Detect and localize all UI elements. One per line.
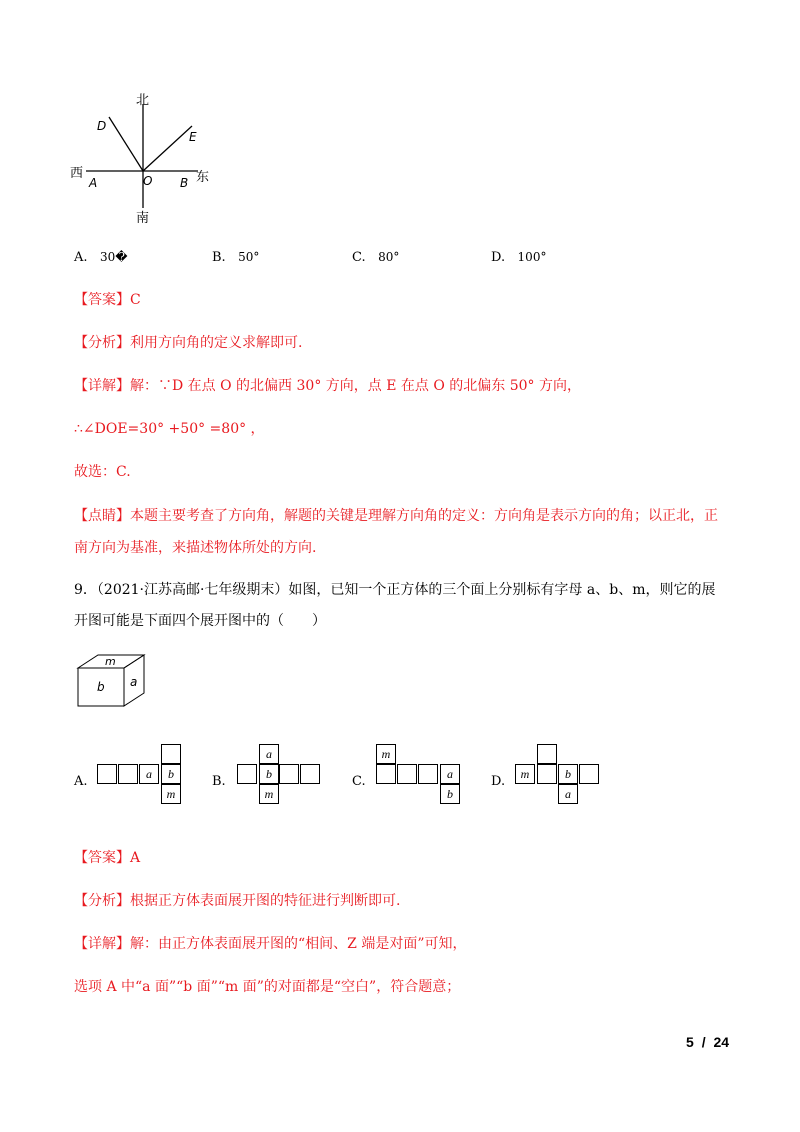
q9-answer bbox=[74, 848, 140, 868]
net-cell-a: a bbox=[558, 784, 578, 804]
ray-od bbox=[109, 117, 143, 171]
option-label: B. bbox=[212, 250, 226, 265]
net-cell bbox=[118, 764, 138, 784]
net-cell-b: b bbox=[440, 784, 460, 804]
comment-tag: 【点睛】 bbox=[74, 508, 130, 524]
detail-tag: 【详解】 bbox=[74, 378, 130, 394]
label-e: E bbox=[189, 130, 197, 144]
ray-oe bbox=[143, 126, 192, 171]
net-cell bbox=[376, 764, 396, 784]
option-label: A. bbox=[74, 250, 88, 265]
option-value: 50° bbox=[238, 250, 260, 264]
q8-answer bbox=[74, 290, 141, 310]
option-value: 80° bbox=[378, 250, 400, 264]
detail-tag: 【详解】 bbox=[74, 936, 130, 952]
analysis-text: 利用方向角的定义求解即可. bbox=[130, 335, 303, 351]
net-cell-b: b bbox=[558, 764, 578, 784]
net-option-a bbox=[97, 744, 187, 808]
net-cell bbox=[279, 764, 299, 784]
q8-option-a bbox=[74, 247, 128, 268]
net-cell-m: m bbox=[161, 784, 181, 804]
detail-text: 解：∵D 在点 O 的北偏西 30° 方向，点 E 在点 O 的北偏东 50° 方向， bbox=[130, 378, 581, 394]
net-cell bbox=[418, 764, 438, 784]
q9-detail-line2: 选项 A 中“a 面”“b 面”“m 面”的对面都是“空白”，符合题意； bbox=[74, 979, 461, 995]
q9-stem-line2: 开图可能是下面四个展开图中的（ ） bbox=[74, 613, 326, 629]
page-number bbox=[686, 1034, 729, 1050]
compass-diagram bbox=[68, 90, 218, 230]
q9-option-a-label: A. bbox=[74, 774, 88, 789]
cube-label-m: m bbox=[105, 655, 116, 668]
q8-option-d bbox=[491, 247, 546, 268]
page-separator: / bbox=[701, 1034, 706, 1050]
cube-figure bbox=[74, 652, 154, 712]
net-cell bbox=[300, 764, 320, 784]
label-a: A bbox=[89, 176, 98, 190]
label-b: B bbox=[180, 176, 189, 190]
q8-comment-line2: 南方向为基准，来描述物体所处的方向. bbox=[74, 540, 317, 556]
label-west: 西 bbox=[70, 166, 84, 181]
option-label: D. bbox=[491, 250, 506, 265]
q9-option-d-label: D. bbox=[491, 774, 506, 789]
net-cell bbox=[97, 764, 117, 784]
q8-comment-line1 bbox=[74, 506, 718, 526]
net-cell-b: b bbox=[259, 764, 279, 784]
q8-option-c bbox=[352, 247, 399, 268]
q9-option-c-label: C. bbox=[352, 774, 366, 789]
answer-tag: 【答案】 bbox=[74, 850, 130, 866]
cube-label-b: b bbox=[97, 680, 105, 694]
option-value: 30� bbox=[99, 250, 128, 264]
label-o: O bbox=[143, 174, 153, 188]
net-cell-m: m bbox=[259, 784, 279, 804]
net-cell-b: b bbox=[161, 764, 181, 784]
page-total: 24 bbox=[713, 1034, 730, 1050]
label-south: 南 bbox=[136, 211, 150, 226]
net-cell bbox=[237, 764, 257, 784]
net-cell bbox=[537, 744, 557, 764]
net-option-c bbox=[376, 744, 466, 808]
answer-text: A bbox=[130, 850, 141, 866]
q8-analysis bbox=[74, 333, 302, 353]
net-cell bbox=[537, 764, 557, 784]
net-cell bbox=[579, 764, 599, 784]
analysis-tag: 【分析】 bbox=[74, 893, 130, 909]
comment-text: 本题主要考查了方向角，解题的关键是理解方向角的定义：方向角是表示方向的角；以正北，正 bbox=[130, 508, 718, 524]
net-cell-a: a bbox=[440, 764, 460, 784]
net-cell bbox=[161, 744, 181, 764]
detail-text: 解：由正方体表面展开图的“相间、Z 端是对面”可知， bbox=[130, 936, 467, 952]
q9-option-b-label: B. bbox=[212, 774, 226, 789]
q9-detail-line1 bbox=[74, 934, 467, 954]
q8-detail-line1 bbox=[74, 376, 581, 396]
page-current: 5 bbox=[686, 1034, 694, 1050]
net-cell-a: a bbox=[139, 764, 159, 784]
q8-option-b bbox=[212, 247, 259, 268]
net-cell bbox=[397, 764, 417, 784]
cube-label-a: a bbox=[130, 675, 138, 689]
net-option-b bbox=[237, 744, 327, 808]
net-cell-m: m bbox=[376, 744, 396, 764]
option-label: C. bbox=[352, 250, 366, 265]
net-cell-m: m bbox=[515, 764, 535, 784]
answer-text: C bbox=[130, 292, 141, 308]
label-d: D bbox=[97, 119, 107, 133]
net-cell-a: a bbox=[259, 744, 279, 764]
answer-tag: 【答案】 bbox=[74, 292, 130, 308]
q8-detail-line3: 故选：C. bbox=[74, 464, 131, 480]
analysis-text: 根据正方体表面展开图的特征进行判断即可. bbox=[130, 893, 401, 909]
q9-analysis bbox=[74, 891, 400, 911]
analysis-tag: 【分析】 bbox=[74, 335, 130, 351]
label-north: 北 bbox=[136, 93, 150, 108]
net-option-d bbox=[515, 744, 605, 808]
label-east: 东 bbox=[196, 170, 210, 185]
q9-stem-line1: 9．（2021·江苏高邮·七年级期末）如图，已知一个正方体的三个面上分别标有字母 a、b、m，则它的展 bbox=[74, 582, 716, 598]
option-value: 100° bbox=[517, 250, 547, 264]
q8-detail-line2: ∴∠DOE=30° +50° =80° ， bbox=[74, 421, 265, 437]
